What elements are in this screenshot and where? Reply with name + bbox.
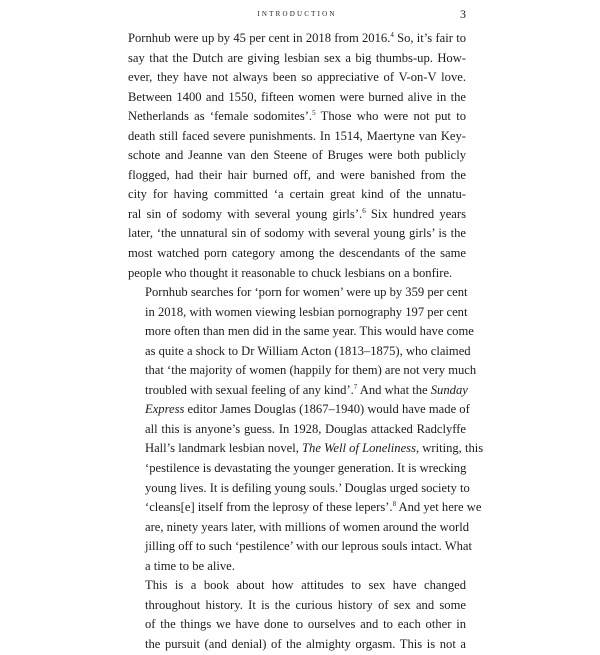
text-line: schote and Jeanne van den Steene of Bruges were both publicly [128,148,466,163]
text-line: ‘pestilence is devastating the younger generation. It is wrecking [145,461,467,476]
text-line: throughout history. It is the curious history of sex and some [145,597,466,612]
text-line: that ‘the majority of women (happily for them) are not very much [145,363,477,378]
text-line: jilling off to such ‘pestilence’ with our leprous souls intact. What [145,539,473,554]
text-line: a time to be alive. [145,558,235,573]
page-number: 3 [460,7,466,21]
text-line: ‘cleans[e] itself from the leprosy of these lepers’.$^8$ And yet here we [145,500,482,515]
text-line: ral sin of sodomy with several young girls’.$^6$ Six hundred years [128,206,466,221]
text-line: Between 1400 and 1550, fifteen women were burned alive in the [128,89,466,104]
text-line: ever, they have not always been so appreciative of V-on-V love. [128,70,466,85]
text-line: most watched porn category among the descendants of the same [128,246,466,261]
text-line: are, ninety years later, with millions of women around the world [145,519,470,534]
text-line: young lives. It is defiling young souls.’ Douglas urged society to [145,480,470,495]
text-line: Pornhub searches for ‘porn for women’ were up by 359 per cent [145,285,468,300]
text-line: people who thought it reasonable to chuck lesbians on a bonfire. [128,265,453,280]
text-line: in 2018, with women viewing lesbian pornography 197 per cent [145,304,468,319]
body-text [128,29,484,655]
text-line: more often than men did in the same year. This would have come [145,324,474,339]
text-line: Express editor James Douglas (1867–1940) would have made of [145,402,470,417]
paragraph-1 [128,29,466,283]
text-line: later, ‘the unnatural sin of sodomy with several young girls’ is the [128,226,466,241]
text-line: of the things we have done to ourselves and to each other in [145,617,466,632]
text-line: flogged, had their hair burned off, and were banished from the [128,167,466,182]
paragraph-3 [128,576,466,654]
text-line: city for having committed ‘a certain great kind of the unnatu- [128,187,466,202]
text-line: all this is anyone’s guess. In 1928, Douglas attacked Radclyffe [145,421,466,436]
text-line: This is a book about how attitudes to sex have changed [145,578,466,593]
text-line: troubled with sexual feeling of any kind’.$^7$ And what the Sunday [145,382,468,397]
text-line: the pursuit (and denial) of the almighty orgasm. This is not a [145,636,466,651]
paragraph-2 [128,283,484,576]
text-line: as quite a shock to Dr William Acton (1813–1875), who claimed [145,343,471,358]
running-head: introduction [257,8,337,19]
text-line: Netherlands as ‘female sodomites’.$^5$ Those who were not put to [128,109,466,124]
text-line: Pornhub were up by 45 per cent in 2018 from 2016.$^4$ So, it’s fair to [128,31,466,45]
text-line: say that the Dutch are giving lesbian sex a big thumbs-up. How- [128,50,466,65]
text-line: Hall’s landmark lesbian novel, The Well of Loneliness, writing, this [145,441,484,456]
text-line: death still faced severe punishments. In 1514, Maertyne van Key- [128,128,466,143]
